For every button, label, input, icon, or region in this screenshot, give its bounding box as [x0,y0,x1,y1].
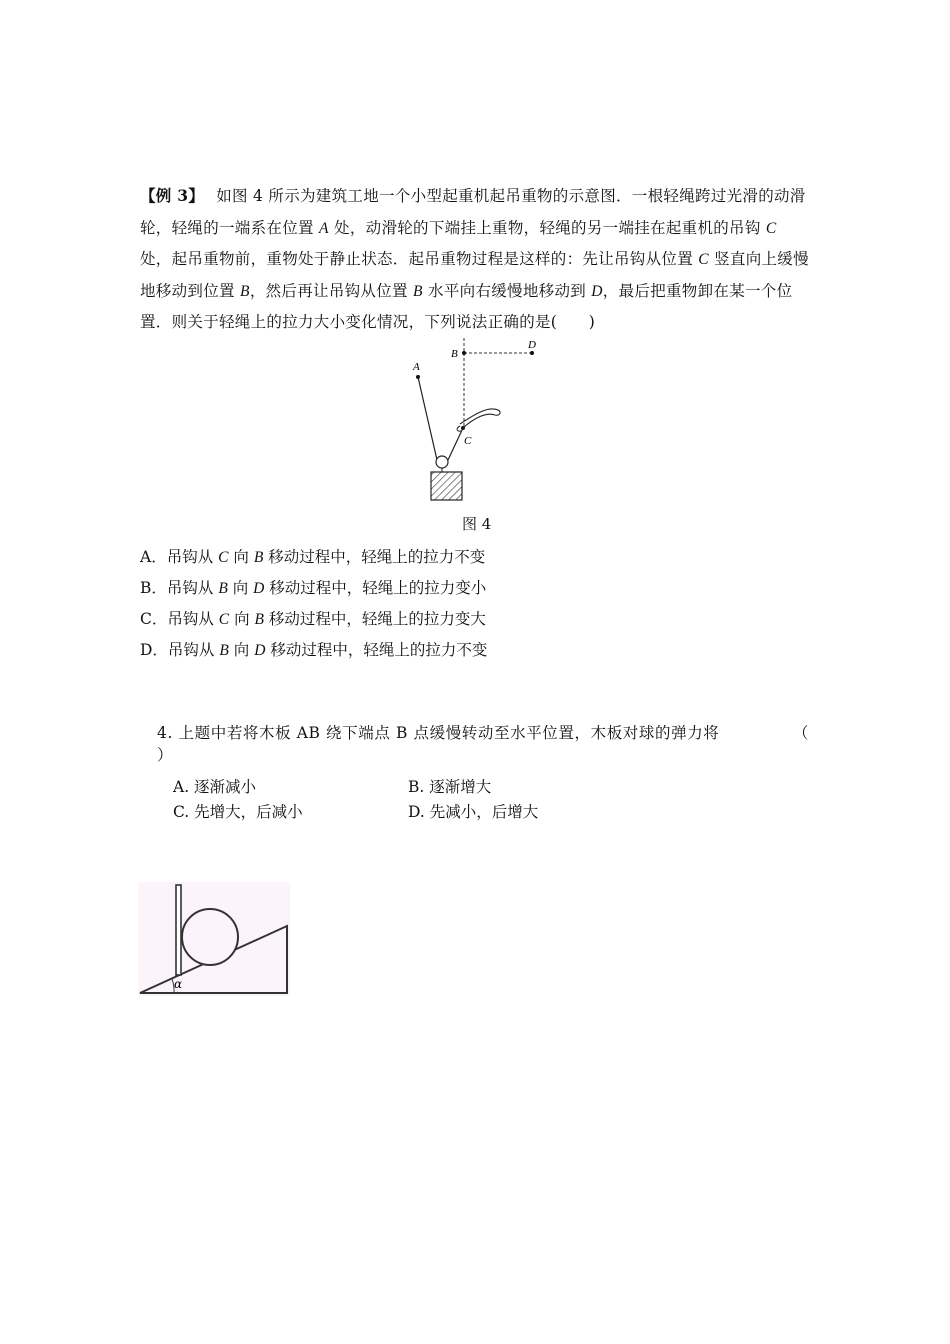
option-text: 向 [228,548,254,566]
answer-paren-close: ） [157,746,174,764]
example-tag: 【例 3】 [140,186,205,205]
option-text: 向 [229,610,255,628]
weight-block [431,472,462,500]
q4-option-d: D. 先减小，后增大 [408,803,539,821]
ball-board-incline-figure [138,882,290,996]
ball [182,909,238,965]
label-b: B [451,348,458,360]
text-segment: 水平向右缓慢地移动到 [422,281,592,300]
answer-paren-open: （ [792,724,809,742]
option-text: 移动过程中，轻绳上的拉力不变 [263,548,486,566]
q4-option-c: C. 先增大，后减小 [173,803,303,821]
text-segment: 处，起吊重物前，重物处于静止状态．起吊重物过程是这样的：先让吊钩从位置 [140,250,699,268]
option-text: 向 [228,641,255,659]
option-text: 向 [227,579,254,597]
point-label: D [254,642,266,659]
option-a [140,545,485,567]
point-label: B [253,549,264,566]
crane-pulley-figure [400,336,560,508]
point-label: B [240,282,250,300]
point-label: A [319,219,329,237]
text-segment: 如图 4 所示为建筑工地一个小型起重机起吊重物的示意图．一根轻绳跨过光滑的动滑轮，轻绳的一端系在位置 [140,187,806,237]
point-b [462,351,466,355]
option-text: D．吊钩从 [140,641,220,659]
point-label: C [218,549,229,566]
point-label: B [218,580,228,597]
label-c: C [464,435,472,447]
option-text: A．吊钩从 [140,548,219,566]
point-label: C [218,611,230,628]
option-text: 移动过程中，轻绳上的拉力不变 [265,641,488,659]
point-label: D [253,580,265,597]
point-label: B [254,611,264,628]
label-d: D [528,339,536,351]
hook-tip [457,426,461,431]
option-text: B．吊钩从 [140,579,219,597]
point-label: B [413,282,423,300]
option-b [140,576,486,598]
crane-hook-icon [460,409,500,428]
q4-option-b: B. 逐渐增大 [408,778,492,796]
option-text: 移动过程中，轻绳上的拉力变大 [263,610,486,628]
question-4-text: 4. 上题中若将木板 AB 绕下端点 B 点缓慢转动至水平位置，木板对球的弹力将 [157,724,720,742]
point-label: C [698,251,709,268]
text-segment: ，最后把重物卸在某一个位置．则关于轻绳上的拉力大小变化情况，下列说法正确的是( ) [140,281,793,331]
option-text: 移动过程中，轻绳上的拉力变小 [264,579,487,597]
rope-left [418,377,437,460]
option-text: C．吊钩从 [140,610,219,628]
text-segment: ，然后再让吊钩从位置 [249,281,414,300]
point-d [530,351,534,355]
vertical-board [176,885,181,975]
angle-label: α [174,977,183,991]
option-c [140,607,486,629]
pulley-icon [436,456,448,468]
label-a: A [413,361,420,373]
text-segment: 竖直向上缓慢地移动到位置 [140,250,809,300]
example-3-paragraph [140,180,812,339]
option-d [140,638,487,660]
point-label: C [765,219,777,237]
point-label: B [219,642,229,659]
rope-right [448,428,463,460]
question-4 [157,722,817,766]
figure-caption: 图 4 [462,515,492,533]
point-label: D [591,282,603,300]
text-segment: 处，动滑轮的下端挂上重物，轻绳的另一端挂在起重机的吊钩 [328,218,766,237]
q4-option-a: A. 逐渐减小 [173,778,257,796]
